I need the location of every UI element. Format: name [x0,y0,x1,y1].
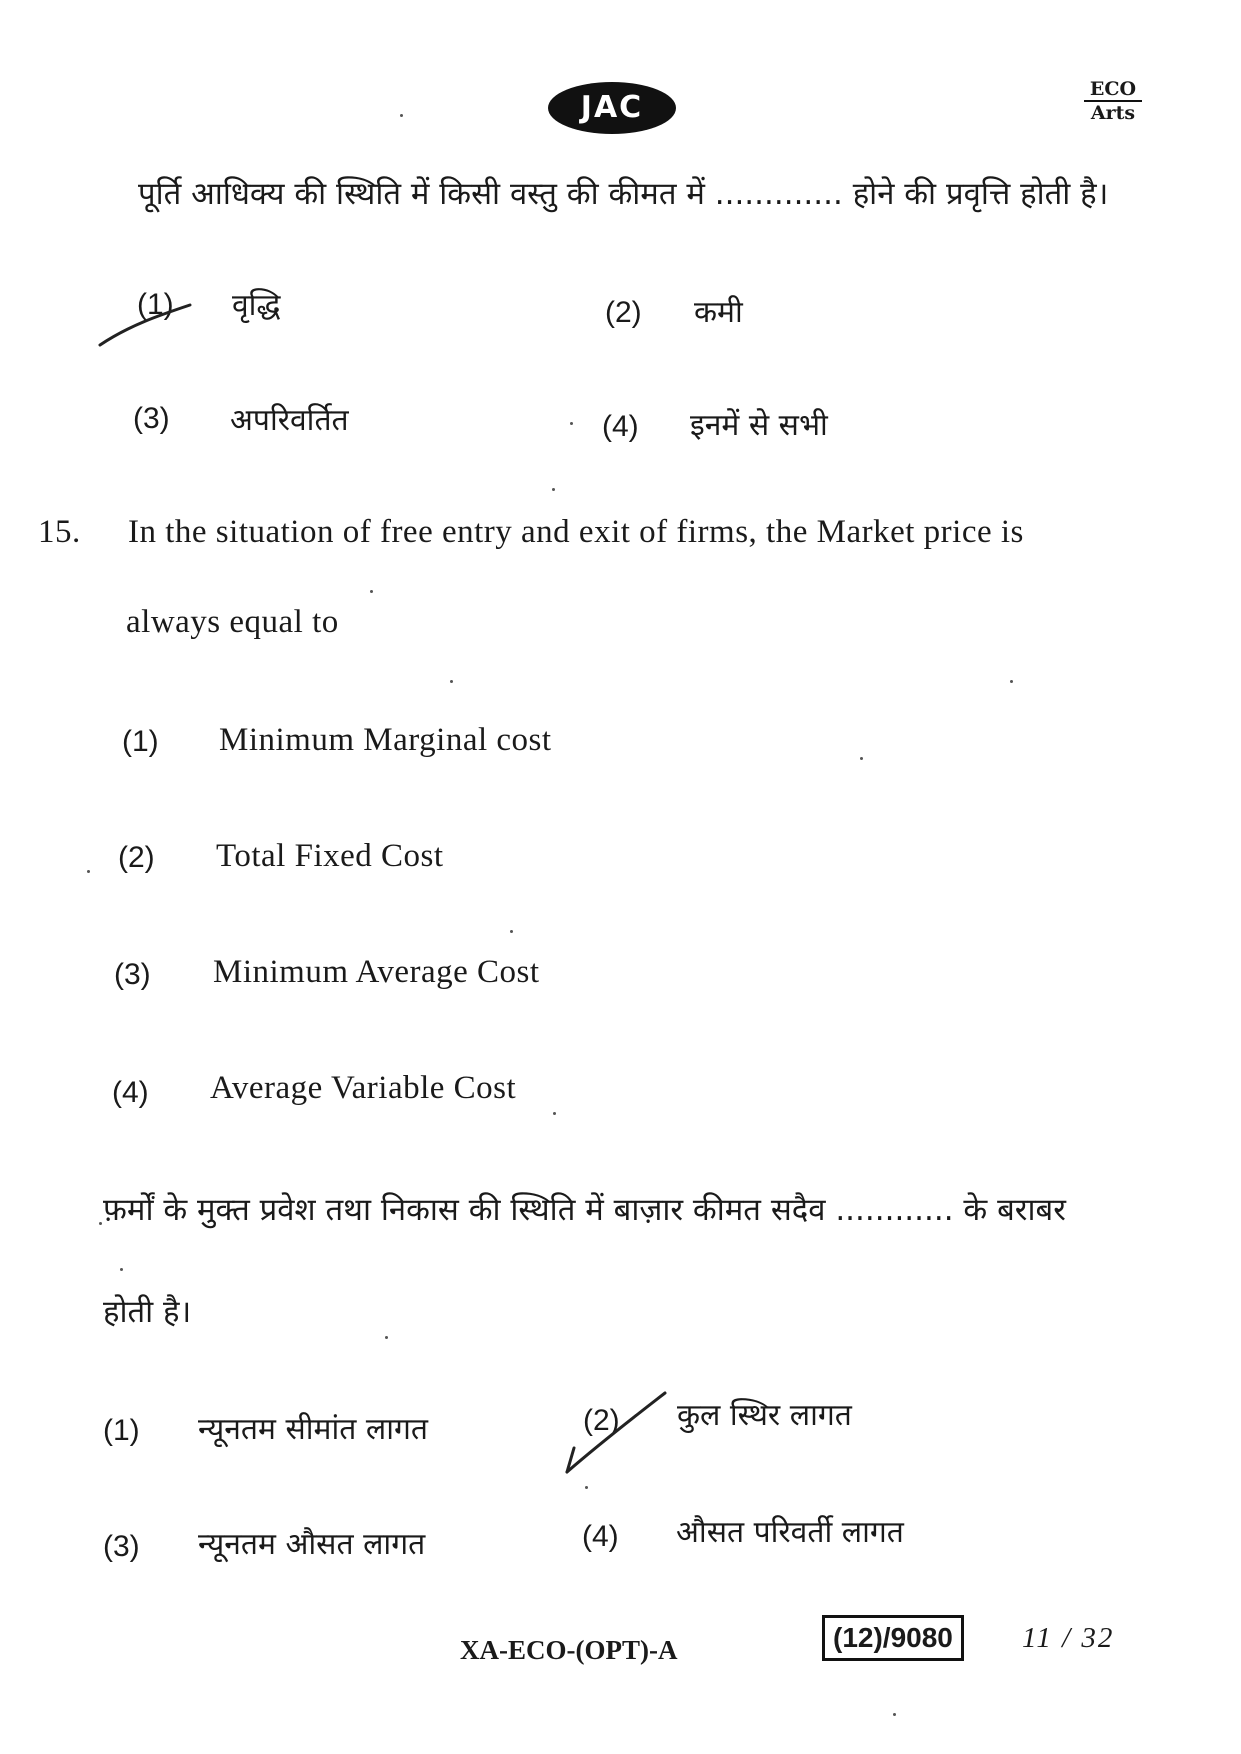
footer-box-code: (12)/9080 [822,1615,964,1661]
q15-question-line1: In the situation of free entry and exit of firms, the Market price is [128,514,1024,550]
q15-option-2-number: (2) [118,841,155,874]
q15-hindi-option-3-text: न्यूनतम औसत लागत [198,1527,426,1562]
q14-option-4-number: (4) [602,410,639,443]
scan-speck [87,870,90,873]
scan-speck [860,757,863,760]
jac-logo-badge: JAC [548,82,676,134]
scan-speck [450,680,453,683]
footer-page-number: 11 / 32 [1022,1622,1115,1654]
q14-option-3-number: (3) [133,402,170,435]
q14-option-4-text: इनमें से सभी [690,408,828,443]
q15-hindi-option-1-number: (1) [103,1414,140,1447]
q15-option-4-number: (4) [112,1076,149,1109]
scan-speck [553,1112,556,1115]
q15-option-4-text: Average Variable Cost [210,1070,517,1106]
scan-speck [552,488,555,491]
q15-hindi-question-line1: फ़र्मों के मुक्त प्रवेश तथा निकास की स्थिति में बाज़ार कीमत सदैव ............ के बराबर [103,1192,1066,1228]
scan-speck [400,114,403,117]
scan-speck [1010,680,1013,683]
q15-hindi-option-2-tick-foot [567,1448,574,1472]
q14-hindi-question: पूर्ति आधिक्य की स्थिति में किसी वस्तु की कीमत में ............. होने की प्रवृत्ति होती है। [138,176,1109,212]
scan-speck [893,1713,896,1716]
q14-option-1-number: (1) [137,288,174,321]
q15-hindi-option-1-text: न्यूनतम सीमांत लागत [198,1412,428,1447]
scan-speck [510,930,513,933]
q15-hindi-option-4-text: औसत परिवर्ती लागत [676,1515,904,1550]
footer-paper-code: XA-ECO-(OPT)-A [460,1635,678,1665]
q15-hindi-option-2-number: (2) [583,1404,620,1437]
q14-option-1-text: वृद्धि [232,288,281,323]
q15-hindi-option-2-text: कुल स्थिर लागत [677,1398,852,1433]
q15-option-3-text: Minimum Average Cost [213,954,540,990]
q14-option-2-number: (2) [605,296,642,329]
q15-hindi-option-3-number: (3) [103,1530,140,1563]
subject-label [1084,78,1142,124]
scan-speck [370,590,373,593]
q15-question-line2: always equal to [126,604,339,640]
q14-option-3-text: अपरिवर्तित [230,403,349,438]
q15-option-3-number: (3) [114,958,151,991]
q15-option-2-text: Total Fixed Cost [216,838,444,874]
scan-speck [120,1268,123,1271]
q15-option-1-text: Minimum Marginal cost [219,722,552,758]
scan-speck [570,422,573,425]
q14-option-2-text: कमी [694,295,743,330]
q15-option-1-number: (1) [122,725,159,758]
scan-speck [585,1486,588,1489]
q15-hindi-question-line2: होती है। [103,1294,192,1330]
q15-number: 15. [38,514,81,550]
subject-bottom: Arts [1090,102,1136,124]
subject-top: ECO [1089,78,1137,100]
scan-speck [99,1222,102,1225]
scan-speck [385,1336,388,1339]
q15-hindi-option-4-number: (4) [582,1520,619,1553]
